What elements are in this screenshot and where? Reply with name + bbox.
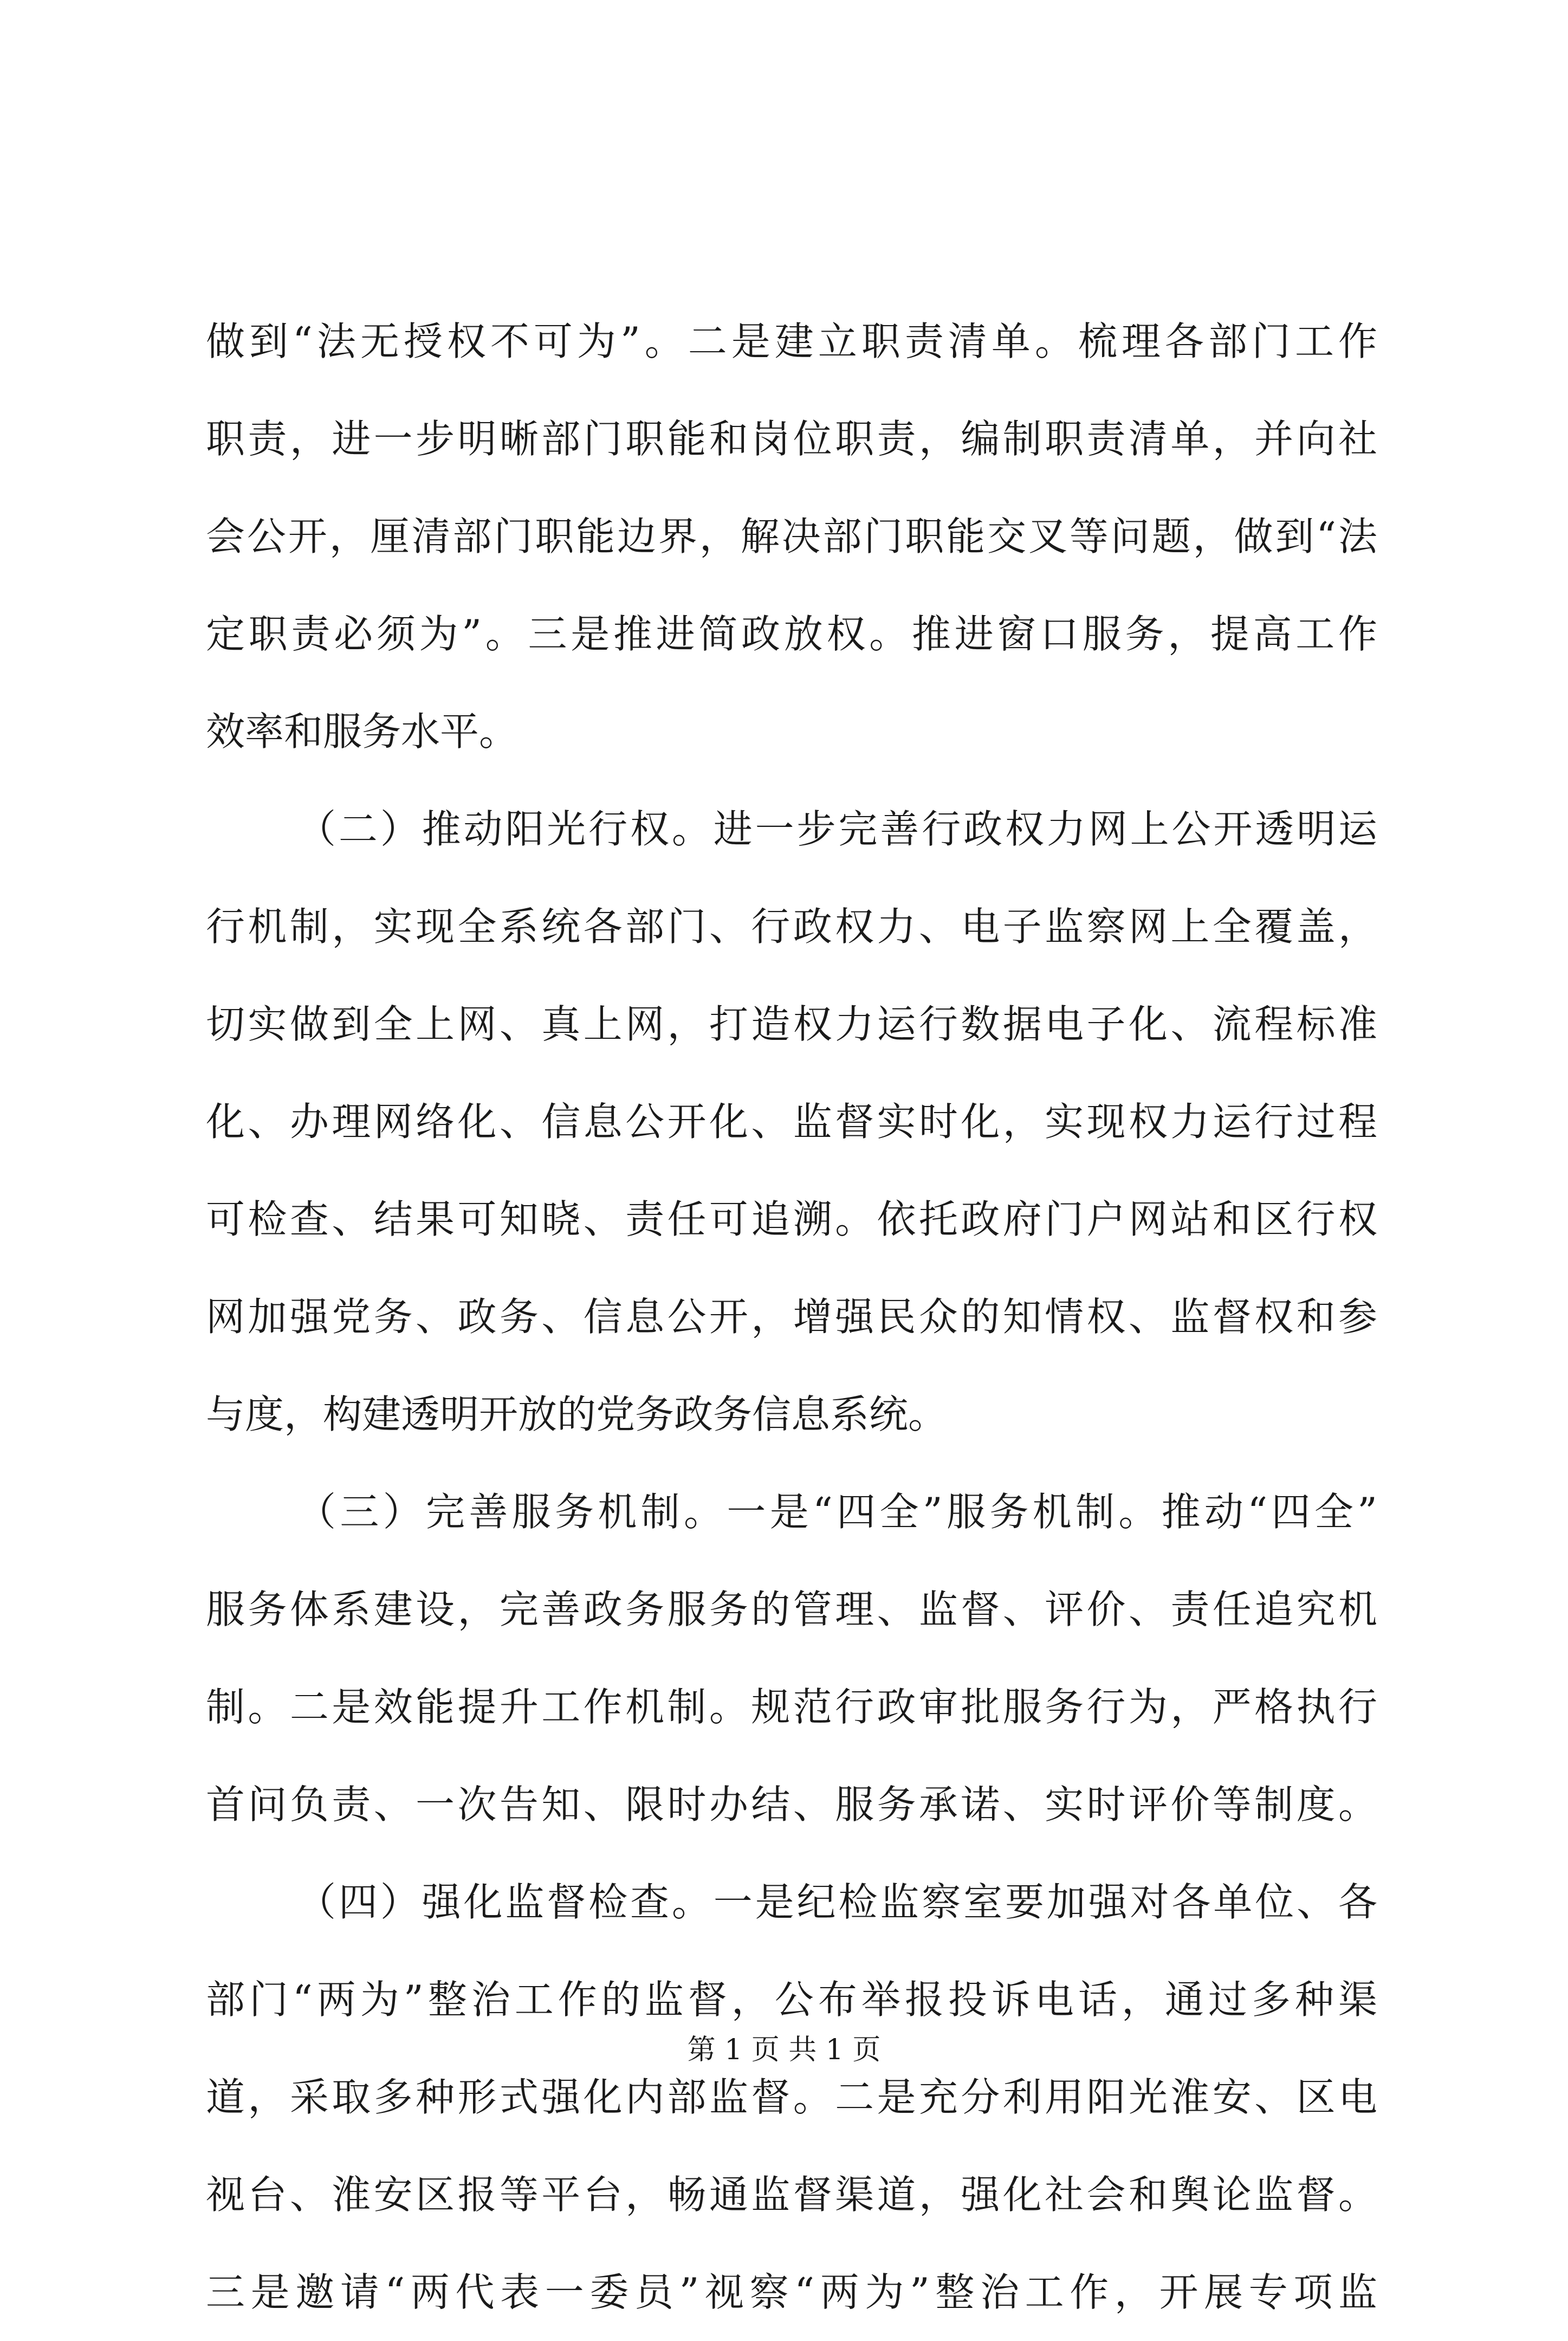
body-line: 行机制，实现全系统各部门、行政权力、电子监察网上全覆盖， bbox=[206, 904, 1377, 949]
body-line: 会公开，厘清部门职能边界，解决部门职能交叉等问题，做到“法 bbox=[206, 514, 1377, 559]
paragraph-3-first-line: （三）完善服务机制。一是“四全”服务机制。推动“四全” bbox=[297, 1489, 1377, 1535]
body-line: 可检查、结果可知晓、责任可追溯。依托政府门户网站和区行权 bbox=[206, 1197, 1377, 1242]
body-line: 道，采取多种形式强化内部监督。二是充分利用阳光淮安、区电 bbox=[206, 2074, 1377, 2120]
body-line: 切实做到全上网、真上网，打造权力运行数据电子化、流程标准 bbox=[206, 1001, 1377, 1047]
body-line: 网加强党务、政务、信息公开，增强民众的知情权、监督权和参 bbox=[206, 1294, 1377, 1340]
body-line: 制。二是效能提升工作机制。规范行政审批服务行为，严格执行 bbox=[206, 1684, 1377, 1730]
page-footer: 第 1 页 共 1 页 bbox=[687, 2034, 881, 2066]
body-line: 定职责必须为”。三是推进简政放权。推进窗口服务，提高工作 bbox=[206, 611, 1377, 657]
body-line: 首问负责、一次告知、限时办结、服务承诺、实时评价等制度。 bbox=[206, 1782, 1377, 1827]
body-line: 化、办理网络化、信息公开化、监督实时化，实现权力运行过程 bbox=[206, 1099, 1377, 1144]
body-line: 服务体系建设，完善政务服务的管理、监督、评价、责任追究机 bbox=[206, 1587, 1377, 1632]
body-line: 三是邀请“两代表一委员”视察“两为”整治工作，开展专项监 bbox=[206, 2269, 1377, 2315]
body-line: 做到“法无授权不可为”。二是建立职责清单。梳理各部门工作 bbox=[206, 319, 1377, 364]
body-line: 职责，进一步明晰部门职能和岗位职责，编制职责清单，并向社 bbox=[206, 416, 1377, 462]
paragraph-4-first-line: （四）强化监督检查。一是纪检监察室要加强对各单位、各 bbox=[297, 1879, 1377, 1925]
body-line: 视台、淮安区报等平台，畅通监督渠道，强化社会和舆论监督。 bbox=[206, 2172, 1377, 2217]
body-line: 效率和服务水平。 bbox=[206, 709, 519, 754]
body-line: 部门“两为”整治工作的监督，公布举报投诉电话，通过多种渠 bbox=[206, 1977, 1377, 2022]
paragraph-2-first-line: （二）推动阳光行权。进一步完善行政权力网上公开透明运 bbox=[297, 806, 1377, 852]
body-line: 与度，构建透明开放的党务政务信息系统。 bbox=[206, 1392, 948, 1437]
